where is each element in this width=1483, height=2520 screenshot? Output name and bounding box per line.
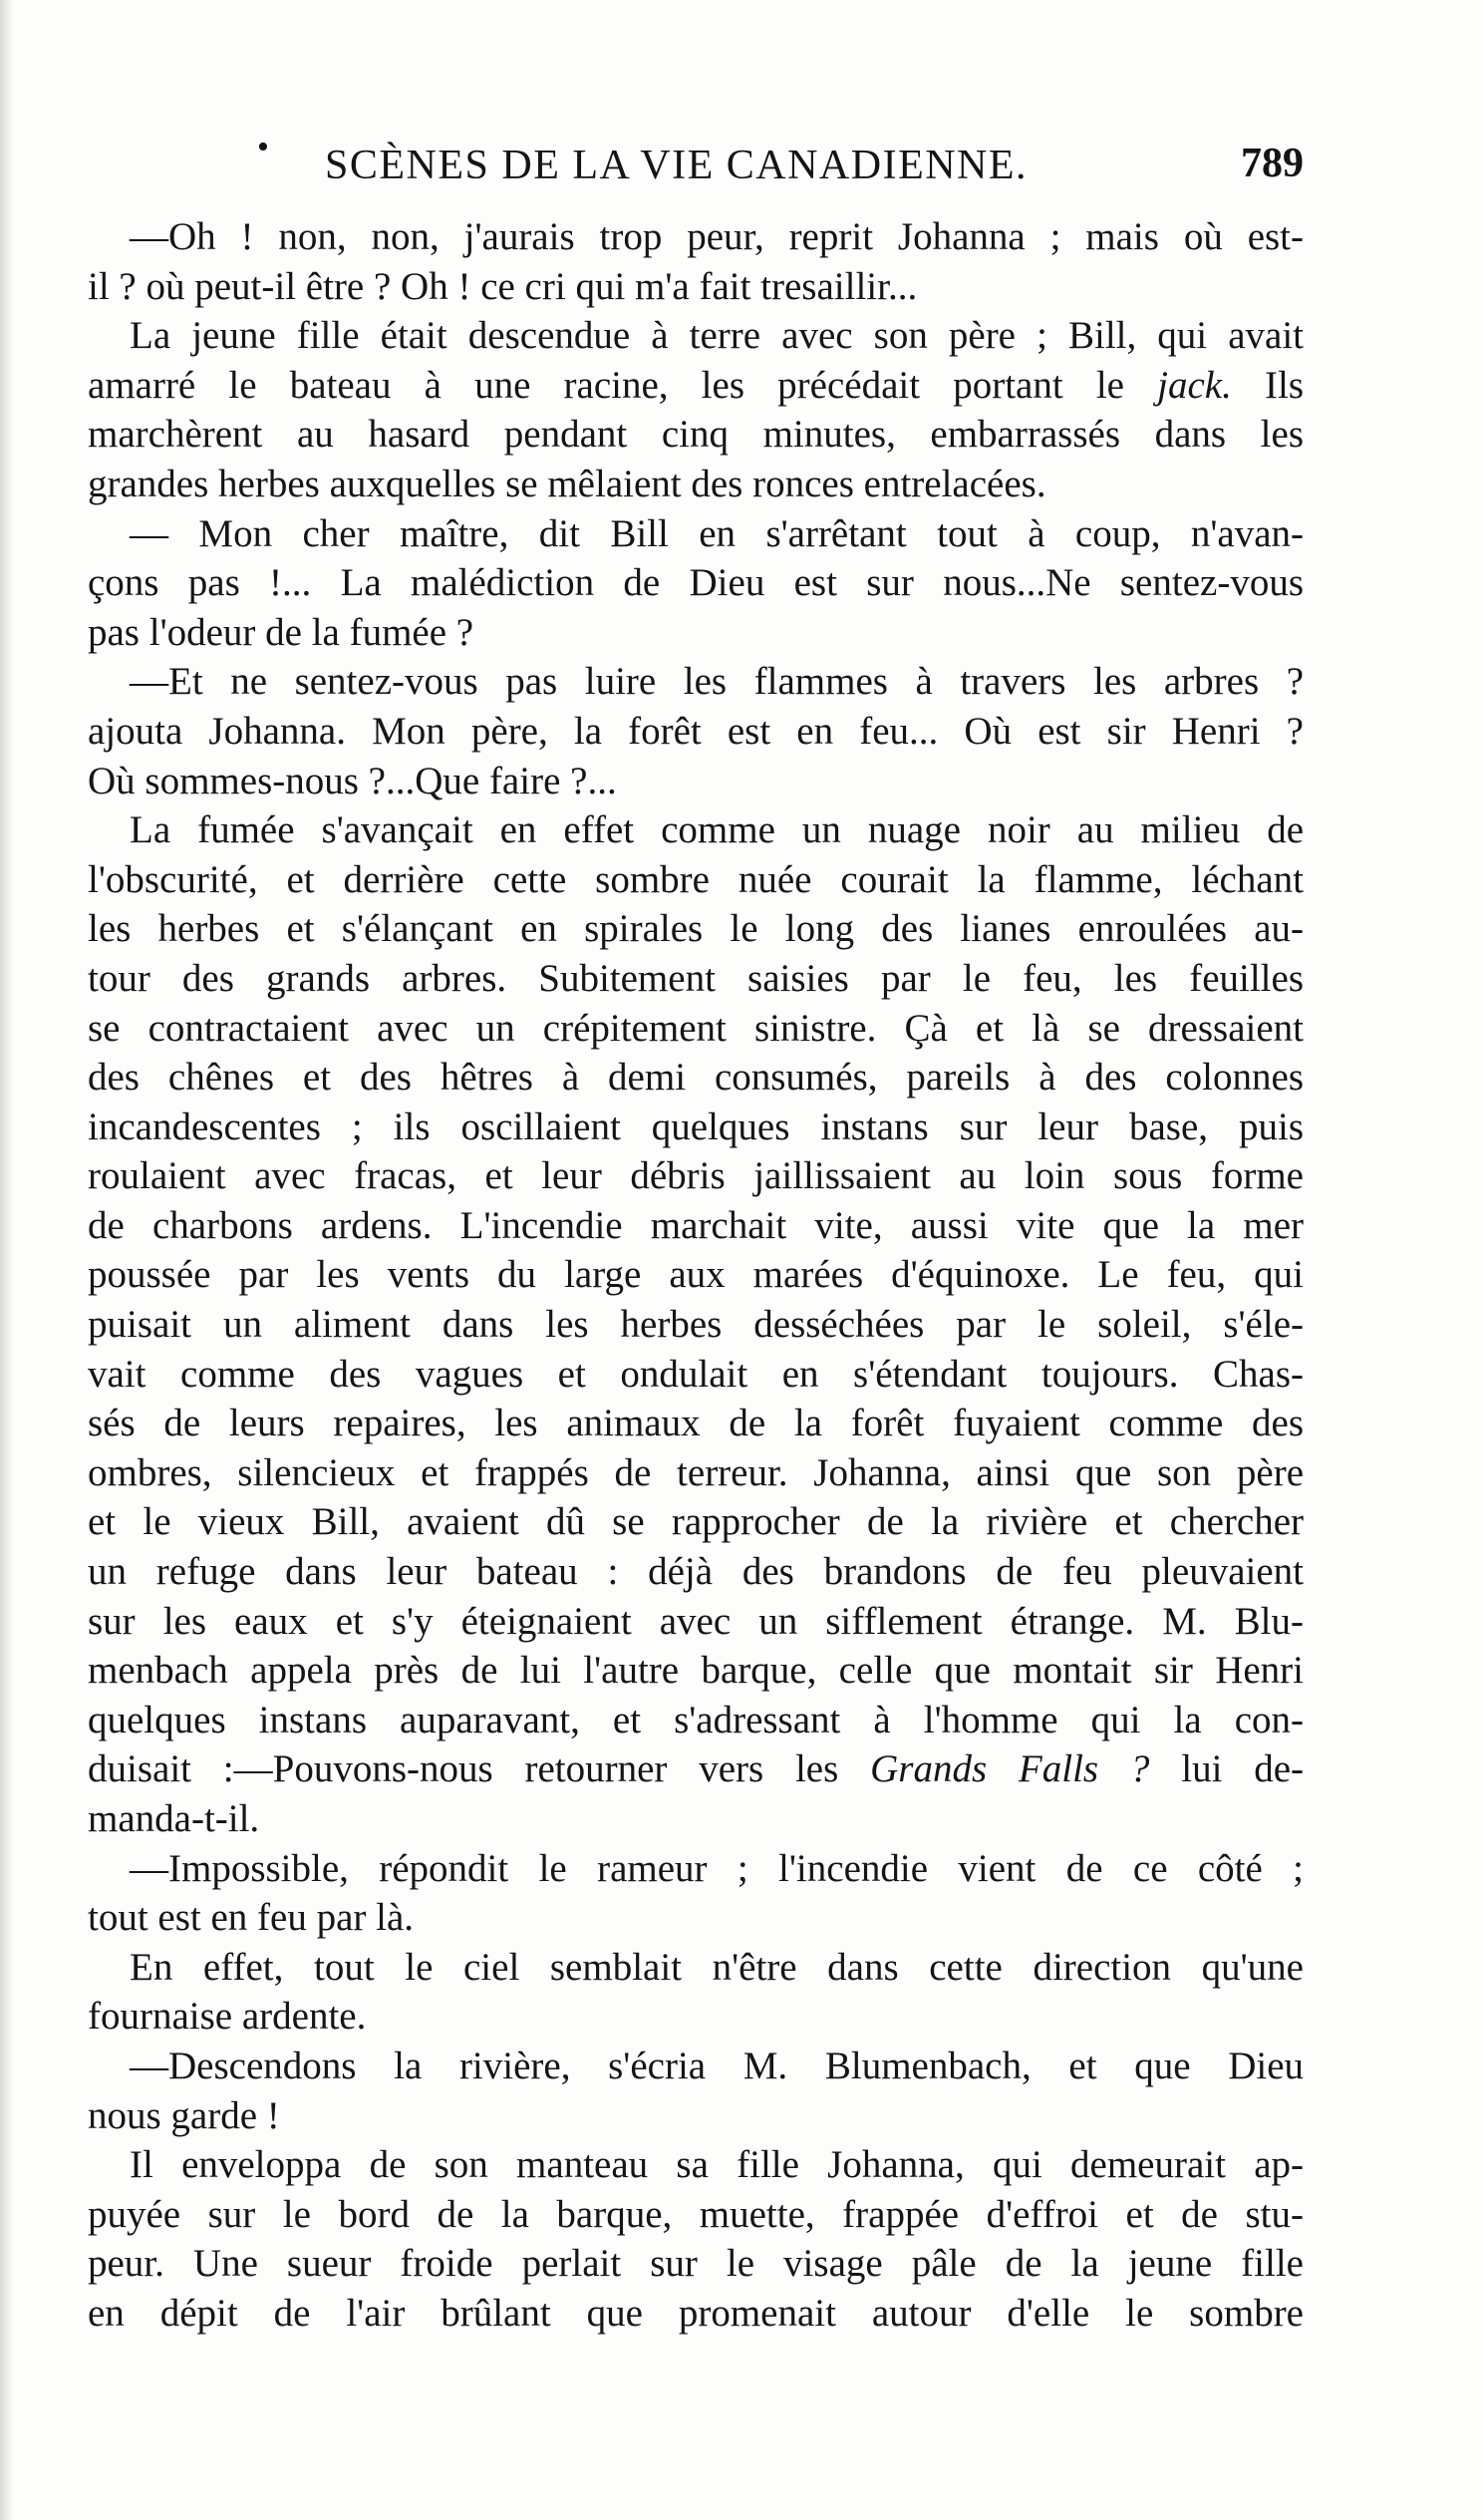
running-header <box>98 120 1304 203</box>
text-line: duisait :—Pouvons-nous retourner vers les Grands Falls ? lui de- <box>88 1747 1305 1791</box>
text-line: roulaient avec fracas, et leur débris jaillissaient au loin sous forme <box>88 1154 1304 1198</box>
text-line: marchèrent au hasard pendant cinq minutes, embarrassés dans les <box>88 413 1304 457</box>
page-edge-shadow <box>0 0 14 2520</box>
text-line: —Oh ! non, non, j'aurais trop peur, reprit Johanna ; mais où est- <box>130 215 1304 258</box>
text-line: tour des grands arbres. Subitement saisies par le feu, les feuilles <box>88 956 1304 1000</box>
text-line: nous garde ! <box>88 2093 280 2137</box>
text-line: de charbons ardens. L'incendie marchait vite, aussi vite que la mer <box>88 1203 1304 1247</box>
text-line: puisait un aliment dans les herbes desséchées par le soleil, s'éle- <box>88 1303 1304 1347</box>
text-line: —Et ne sentez-vous pas luire les flammes à travers les arbres ? <box>130 660 1304 704</box>
text-line: en dépit de l'air brûlant que promenait autour d'elle le sombre <box>88 2291 1304 2335</box>
text-line: manda-t-il. <box>88 1797 260 1840</box>
text-line: ajouta Johanna. Mon père, la forêt est en feu... Où est sir Henri ? <box>88 709 1304 753</box>
text-line: —Impossible, répondit le rameur ; l'incendie vient de ce côté ; <box>130 1846 1304 1890</box>
text-line: il ? où peut-il être ? Oh ! ce cri qui m'a fait tresaillir... <box>88 264 918 308</box>
text-line: sés de leurs repaires, les animaux de la forêt fuyaient comme des <box>88 1402 1304 1445</box>
text-line: se contractaient avec un crépitement sinistre. Çà et là se dressaient <box>88 1006 1304 1050</box>
text-line: —Descendons la rivière, s'écria M. Blumenbach, et que Dieu <box>130 2044 1304 2087</box>
running-title: SCÈNES DE LA VIE CANADIENNE. <box>325 143 1029 188</box>
text-line: Il enveloppa de son manteau sa fille Johanna, qui demeurait ap- <box>130 2143 1304 2187</box>
text-line: tout est en feu par là. <box>88 1896 415 1940</box>
text-line: amarré le bateau à une racine, les précédait portant le jack. Ils <box>88 363 1305 407</box>
text-line: çons pas !... La malédiction de Dieu est sur nous...Ne sentez-vous <box>88 561 1304 605</box>
text-line: quelques instans auparavant, et s'adressant à l'homme qui la con- <box>88 1698 1304 1741</box>
text-line: — Mon cher maître, dit Bill en s'arrêtant tout à coup, n'avan- <box>130 511 1304 555</box>
text-line: menbach appela près de lui l'autre barque, celle que montait sir Henri <box>88 1649 1304 1693</box>
text-line: un refuge dans leur bateau : déjà des brandons de feu pleuvaient <box>88 1550 1304 1594</box>
text-line: vait comme des vagues et ondulait en s'étendant toujours. Chas- <box>88 1352 1304 1396</box>
page-number: 789 <box>1241 141 1304 186</box>
text-line: ombres, silencieux et frappés de terreur. Johanna, ainsi que son père <box>88 1450 1304 1494</box>
text-line: grandes herbes auxquelles se mêlaient des ronces entrelacées. <box>88 462 1046 505</box>
text-line: incandescentes ; ils oscillaient quelques instans sur leur base, puis <box>88 1104 1304 1148</box>
text-line: Où sommes-nous ?...Que faire ?... <box>88 759 617 802</box>
text-line: les herbes et s'élançant en spirales le long des lianes enroulées au- <box>88 907 1304 951</box>
text-line: et le vieux Bill, avaient dû se rapprocher de la rivière et chercher <box>88 1500 1304 1544</box>
text-line: des chênes et des hêtres à demi consumés, pareils à des colonnes <box>88 1056 1304 1100</box>
text-line: puyée sur le bord de la barque, muette, frappée d'effroi et de stu- <box>88 2192 1304 2236</box>
body-text <box>88 212 1304 2339</box>
text-line: La fumée s'avançait en effet comme un nuage noir au milieu de <box>130 808 1304 852</box>
text-line: sur les eaux et s'y éteignaient avec un sifflement étrange. M. Blu- <box>88 1599 1304 1643</box>
text-line: l'obscurité, et derrière cette sombre nuée courait la flamme, léchant <box>88 857 1304 901</box>
text-line: En effet, tout le ciel semblait n'être dans cette direction qu'une <box>130 1945 1304 1989</box>
header-mark: • <box>257 129 269 165</box>
text-line: pas l'odeur de la fumée ? <box>88 610 474 654</box>
text-line: fournaise ardente. <box>88 1995 367 2039</box>
text-line: poussée par les vents du large aux marées d'équinoxe. Le feu, qui <box>88 1253 1304 1297</box>
text-line: La jeune fille était descendue à terre avec son père ; Bill, qui avait <box>130 314 1304 358</box>
text-line: peur. Une sueur froide perlait sur le visage pâle de la jeune fille <box>88 2242 1304 2286</box>
